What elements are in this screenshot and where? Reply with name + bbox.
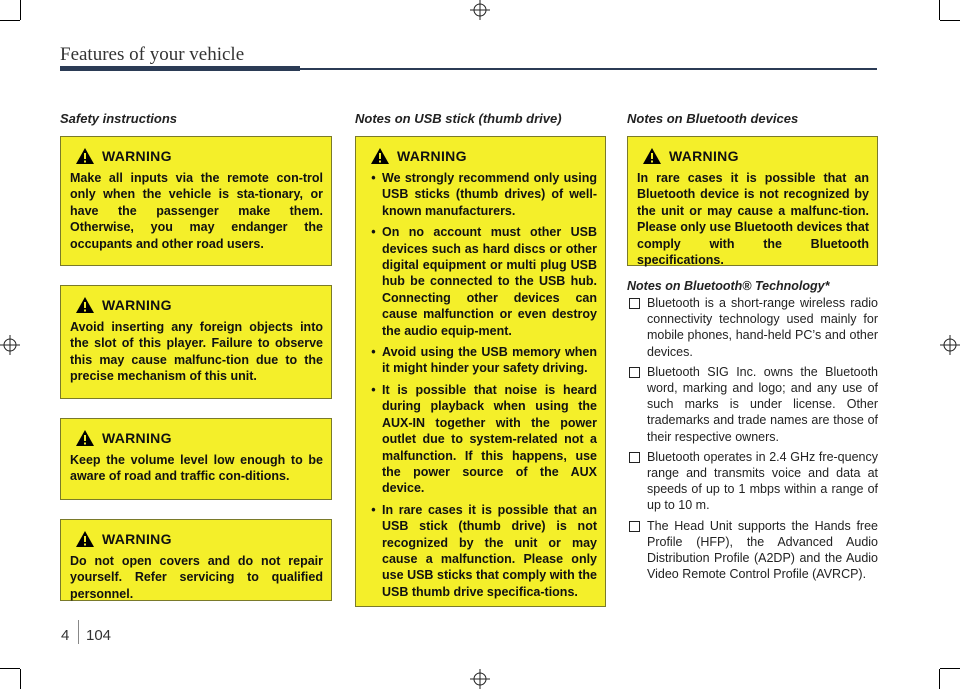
warning-triangle-icon [75, 530, 95, 548]
warning-text: Avoid inserting any foreign objects into the slot of this player. Failure to observe this may cause malfunc-tion due to the precise mechanism of this unit. [70, 320, 323, 384]
warning-heading: WARNING [102, 297, 172, 313]
warning-text: Keep the volume level low enough to be aware of road and traffic con-ditions. [70, 453, 323, 484]
crop-mark [20, 0, 21, 20]
warning-box-remote-control [60, 136, 332, 266]
warning-box-covers [60, 519, 332, 601]
page-number: 104 [86, 627, 112, 644]
warning-box-usb [355, 136, 606, 607]
list-item-text: Bluetooth operates in 2.4 GHz fre-quency range and transmits voice and data at speeds of up to 1 mbps within a range of up to 10 m. [647, 449, 878, 513]
list-item: • In rare cases it is possible that an USB stick (thumb drive) is not recognized by the unit or may cause a malfunction. Please only use USB sticks that comply with the USB thumb drive specifica-tions. [365, 502, 597, 600]
list-item [627, 364, 878, 445]
warning-header [370, 147, 597, 165]
list-item: • Avoid using the USB memory when it might hinder your safety driving. [365, 344, 597, 377]
checkbox-icon [629, 521, 640, 532]
registration-mark-icon [470, 0, 490, 20]
warning-header [75, 296, 323, 314]
warning-heading: WARNING [102, 148, 172, 164]
list-item: • It is possible that noise is heard during playback when using the AUX-IN together with the power outlet due to system-related not a malfunction. If this happens, use the power source of the AUX device. [365, 382, 597, 497]
usb-warning-list [365, 170, 597, 600]
safety-section-title: Safety instructions [60, 111, 178, 126]
warning-heading: WARNING [669, 148, 739, 164]
list-item: • On no account must other USB devices such as hard discs or other digital equipment or multi plug USB hub be connected to the USB hub. Connecting other devices can cause malfunction or even destroy the audio equip-ment. [365, 224, 597, 339]
warning-triangle-icon [75, 429, 95, 447]
crop-mark [0, 668, 20, 669]
warning-header [75, 429, 323, 447]
bluetooth-section-title: Notes on Bluetooth devices [627, 111, 799, 126]
list-item: • We strongly recommend only using USB sticks (thumb drives) of well-known manufacturers. [365, 170, 597, 219]
warning-text: Make all inputs via the remote con-trol only when the vehicle is sta-tionary, or have the passenger make them. Otherwise, you may endanger the occupants and other road users. [70, 171, 323, 251]
checkbox-icon [629, 452, 640, 463]
crop-mark [0, 20, 20, 21]
header-rule [300, 68, 877, 70]
list-item-text: Bluetooth SIG Inc. owns the Bluetooth word, marking and logo; and any use of such marks is under license. Other trademarks and trade names are those of their respective owners. [647, 364, 878, 444]
page-number-divider [78, 620, 79, 644]
checkbox-icon [629, 367, 640, 378]
warning-box-bluetooth [627, 136, 878, 266]
warning-triangle-icon [75, 147, 95, 165]
warning-triangle-icon [370, 147, 390, 165]
list-item-text: Bluetooth is a short-range wireless radio connectivity technology used mainly for mobile phones, hand-held PC’s and other devices. [647, 296, 878, 359]
warning-triangle-icon [642, 147, 662, 165]
crop-mark [940, 668, 960, 669]
list-item [627, 518, 878, 583]
registration-mark-icon [940, 335, 960, 355]
warning-box-foreign-objects [60, 285, 332, 399]
checkbox-icon [629, 298, 640, 309]
bluetooth-technology-subtitle: Notes on Bluetooth® Technology* [627, 279, 830, 293]
page-header-title: Features of your vehicle [60, 44, 245, 65]
crop-mark [20, 669, 21, 689]
registration-mark-icon [470, 669, 490, 689]
usb-section-title: Notes on USB stick (thumb drive) [355, 111, 562, 126]
chapter-number: 4 [61, 627, 70, 644]
warning-header [75, 147, 323, 165]
bluetooth-notes-list [627, 295, 878, 586]
list-item [627, 295, 878, 360]
warning-triangle-icon [75, 296, 95, 314]
warning-header [75, 530, 323, 548]
warning-box-volume [60, 418, 332, 500]
crop-mark [939, 0, 940, 20]
warning-heading: WARNING [397, 148, 467, 164]
list-item-text: The Head Unit supports the Hands free Profile (HFP), the Advanced Audio Distribution Profile (A2DP) and the Audio Video Remote Control Profile (AVRCP). [647, 518, 878, 582]
warning-header [642, 147, 869, 165]
warning-heading: WARNING [102, 430, 172, 446]
list-item [627, 449, 878, 514]
header-bar [60, 66, 300, 71]
warning-text: In rare cases it is possible that an Bluetooth device is not recognized by the unit or may cause a malfunc-tion. Please only use Bluetooth devices that comply with the Bluetooth specifications. [637, 171, 869, 268]
warning-heading: WARNING [102, 531, 172, 547]
crop-mark [939, 669, 940, 689]
warning-text: Do not open covers and do not repair yourself. Refer servicing to qualified personnel. [70, 554, 323, 601]
registration-mark-icon [0, 335, 20, 355]
crop-mark [940, 20, 960, 21]
